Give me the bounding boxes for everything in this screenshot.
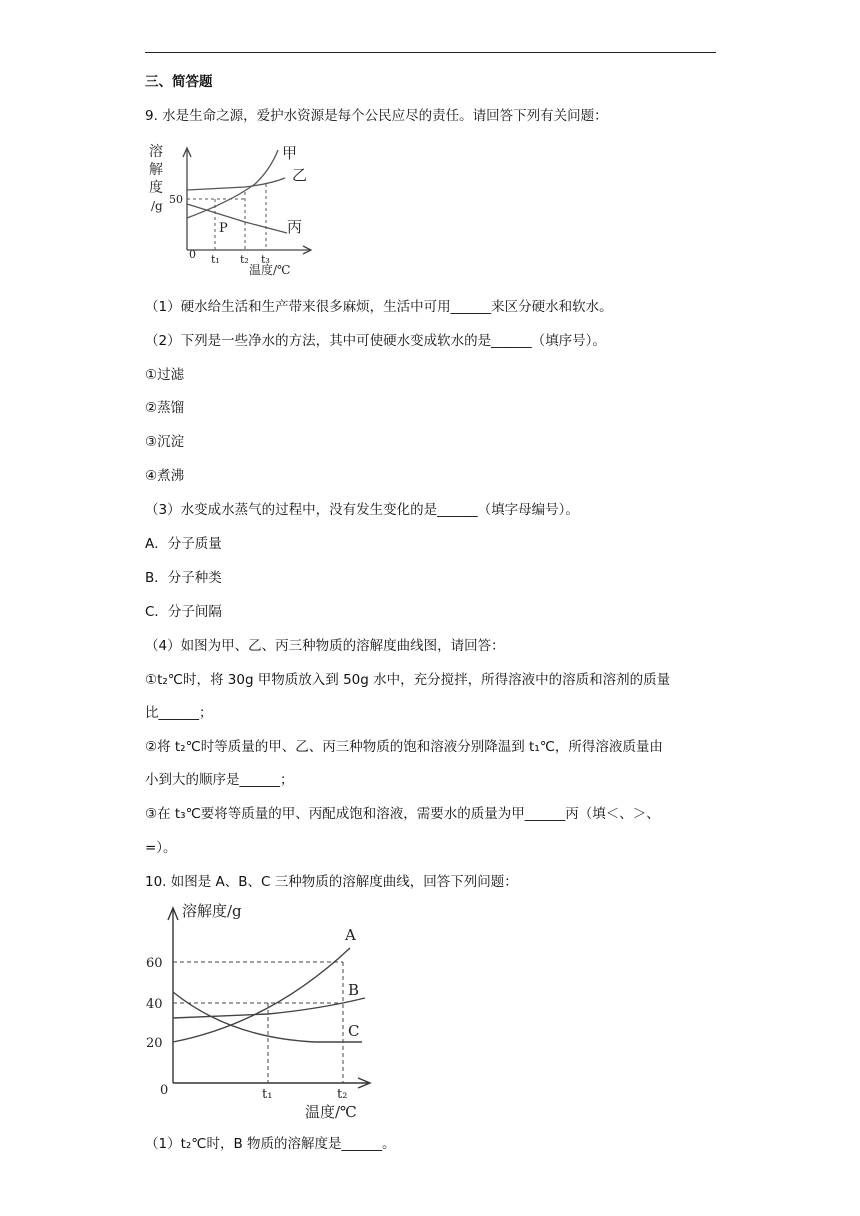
origin-label: 0 (189, 248, 196, 261)
x-axis-label: 温度/℃ (305, 1103, 357, 1121)
x-tick-t1: t₁ (262, 1087, 273, 1102)
q10-stem: 10. 如图是 A、B、C 三种物质的溶解度曲线，回答下列问题： (145, 874, 518, 890)
q9-option-4: ④煮沸 (145, 468, 185, 484)
q9-sub3-line1: ③在 t₃℃要将等质量的甲、丙配成饱和溶液，需要水的质量为甲______丙（填＜、＞、 (145, 806, 660, 822)
q9-option-1: ①过滤 (145, 367, 185, 383)
q9-sub1-line2: 比______； (145, 705, 213, 721)
q10-part1: （1）t₂℃时，B 物质的溶解度是______。 (145, 1136, 396, 1152)
curve-label-yi: 乙 (292, 166, 308, 184)
x-tick-t2: t₂ (240, 253, 249, 266)
y-tick-20: 20 (146, 1036, 163, 1051)
q9-part4: （4）如图为甲、乙、丙三种物质的溶解度曲线图，请回答： (145, 638, 505, 654)
section-title: 三、简答题 (145, 74, 213, 90)
q9-option-3: ③沉淀 (145, 434, 185, 450)
q9-option-b: B．分子种类 (145, 570, 222, 586)
point-p-label: P (219, 221, 228, 236)
x-tick-t1: t₁ (211, 253, 220, 266)
q9-part3: （3）水变成水蒸气的过程中，没有发生变化的是______（填字母编号）。 (145, 502, 579, 518)
q9-option-a: A．分子质量 (145, 536, 222, 552)
q9-sub2-line1: ②将 t₂℃时等质量的甲、乙、丙三种物质的饱和溶液分别降温到 t₁℃，所得溶液质量由 (145, 739, 663, 755)
q9-option-c: C．分子间隔 (145, 604, 222, 620)
curve-label-jia: 甲 (282, 144, 298, 162)
y-axis-label: 溶解度/g (182, 902, 242, 920)
q9-part1: （1）硬水给生活和生产带来很多麻烦，生活中可用______来区分硬水和软水。 (145, 299, 613, 315)
q9-stem: 9. 水是生命之源，爱护水资源是每个公民应尽的责任。请回答下列有关问题： (145, 108, 608, 124)
x-tick-t2: t₂ (337, 1087, 348, 1102)
x-tick-t3: t₃ (261, 253, 270, 266)
ylabel-char-3: 度 (149, 180, 163, 196)
x-axis-label: 温度/℃ (249, 263, 291, 277)
ylabel-unit: /g (151, 199, 163, 213)
y-tick-40: 40 (146, 997, 163, 1012)
q9-part2: （2）下列是一些净水的方法，其中可使硬水变成软水的是______（填序号）。 (145, 333, 606, 349)
curve-label-b: B (348, 981, 360, 999)
curve-bing (187, 204, 287, 233)
ylabel-char-1: 溶 (149, 144, 163, 160)
q10-solubility-chart (140, 898, 380, 1126)
curve-yi (187, 178, 285, 190)
q9-solubility-chart (145, 140, 325, 280)
q9-sub2-line2: 小到大的顺序是______； (145, 772, 294, 788)
q9-sub1-line1: ①t₂℃时，将 30g 甲物质放入到 50g 水中，充分搅拌，所得溶液中的溶质和溶剂的质量 (145, 672, 671, 688)
curve-label-a: A (345, 926, 356, 944)
curve-label-bing: 丙 (287, 218, 303, 236)
ylabel-char-2: 解 (149, 162, 163, 178)
q9-sub3-line2: =）。 (145, 840, 177, 856)
top-rule (145, 52, 716, 53)
curve-label-c: C (348, 1022, 360, 1040)
y-tick-50: 50 (169, 193, 183, 206)
y-tick-60: 60 (146, 956, 163, 971)
q9-option-2: ②蒸馏 (145, 400, 185, 416)
origin-label: 0 (160, 1083, 169, 1098)
